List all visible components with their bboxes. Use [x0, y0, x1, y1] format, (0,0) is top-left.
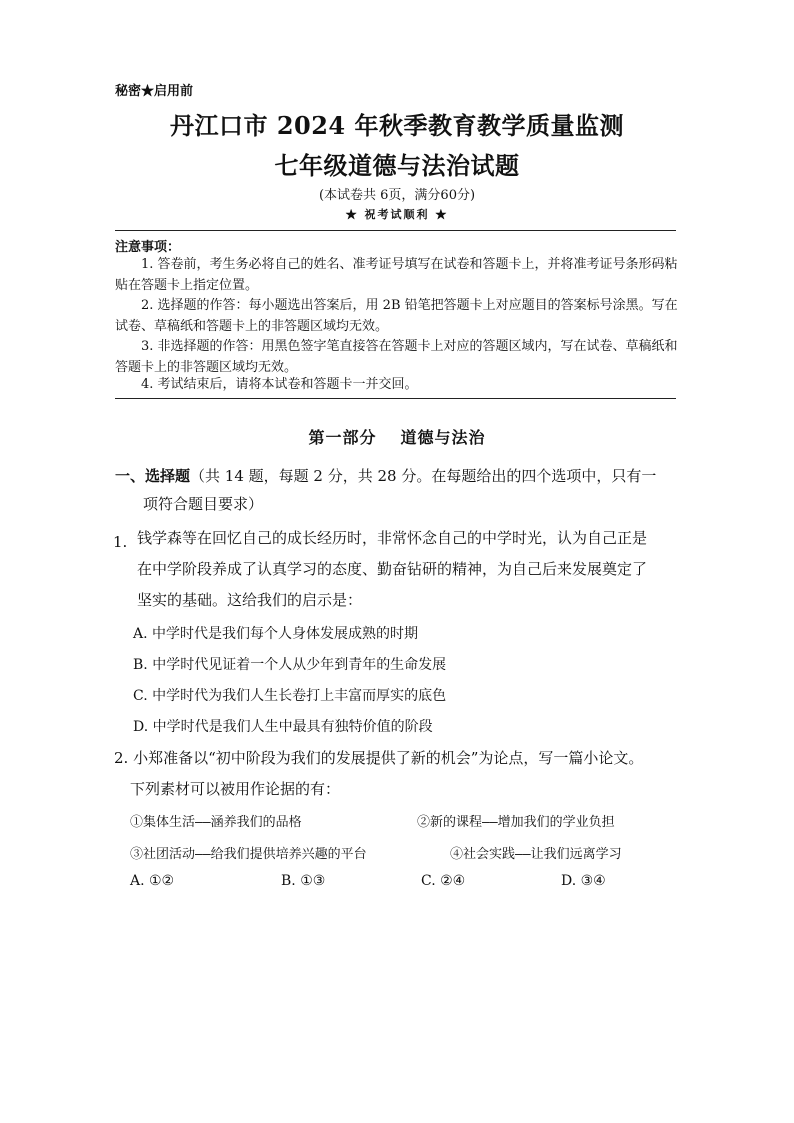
option-b: B. 中学时代见证着一个人从少年到青年的生命发展	[133, 657, 447, 673]
option-c: C. ②④	[421, 873, 466, 889]
option-b: B. ①③	[281, 873, 326, 889]
part-number: 第一部分	[308, 428, 377, 447]
option-a: A. ①②	[130, 873, 175, 889]
notes-heading: 注意事项：	[115, 240, 181, 255]
secret-mark: 秘密★启用前	[115, 84, 194, 99]
section-instructions: （共 14 题，每题 2 分，共 28 分。在每题给出的四个选项中，只有一	[190, 467, 657, 485]
material-item: ②新的课程——增加我们的学业负担	[417, 815, 615, 830]
question-stem-line: 2. 小郑准备以“初中阶段为我们的发展提供了新的机会”为论点，写一篇小论文。	[114, 749, 644, 767]
material-item: ①集体生活——涵养我们的品格	[130, 815, 302, 830]
note-item: 4. 考试结束后，请将本试卷和答题卡一并交回。	[141, 377, 418, 392]
option-c: C. 中学时代为我们人生长卷打上丰富而厚实的底色	[133, 688, 447, 704]
option-d: D. 中学时代是我们人生中最具有独特价值的阶段	[133, 719, 433, 735]
option-a: A. 中学时代是我们每个人身体发展成熟的时期	[133, 626, 419, 642]
exam-subject-title: 七年级道德与法治试题	[274, 151, 520, 180]
section-lead: 一、选择题	[115, 467, 191, 485]
question-stem-line: 坚实的基础。这给我们的启示是：	[137, 591, 363, 609]
question-stem-line: 下列素材可以被用作论据的有：	[130, 780, 341, 798]
good-luck-line: ★ 祝考试顺利 ★	[345, 208, 449, 221]
question-stem-line: 在中学阶段养成了认真学习的态度、勤奋钻研的精神，为自己后来发展奠定了	[137, 560, 648, 578]
note-item: 2. 选择题的作答：每小题选出答案后，用 2B 铅笔把答题卡上对应题目的答案标号涂黑。写在试卷、草稿纸和答题卡上的非答题区域均无效。	[115, 298, 678, 334]
option-d: D. ③④	[561, 873, 606, 889]
divider-top	[115, 230, 676, 231]
exam-title: 丹江口市 2024 年秋季教育教学质量监测	[169, 111, 624, 140]
exam-info: (本试卷共 6页，满分60分)	[318, 188, 476, 203]
section-heading	[115, 462, 683, 490]
divider-bottom	[115, 398, 676, 399]
material-item: ④社会实践——让我们远离学习	[450, 847, 622, 862]
question-stem-line: 钱学森等在回忆自己的成长经历时，非常怀念自己的中学时光，认为自己正是	[137, 529, 648, 547]
section-instructions-cont: 项符合题目要求）	[143, 495, 264, 513]
part-subject: 道德与法治	[400, 428, 486, 447]
note-item: 1. 答卷前，考生务必将自己的姓名、准考证号填写在试卷和答题卡上，并将准考证号条形码粘贴在答题卡上指定位置。	[115, 257, 678, 293]
note-item: 3. 非选择题的作答：用黑色签字笔直接答在答题卡上对应的答题区域内，写在试卷、草稿纸和答题卡上的非答题区域均无效。	[115, 339, 678, 375]
material-item: ③社团活动——给我们提供培养兴趣的平台	[130, 847, 367, 862]
question-number: 1.	[113, 533, 128, 551]
part-title	[0, 425, 794, 448]
